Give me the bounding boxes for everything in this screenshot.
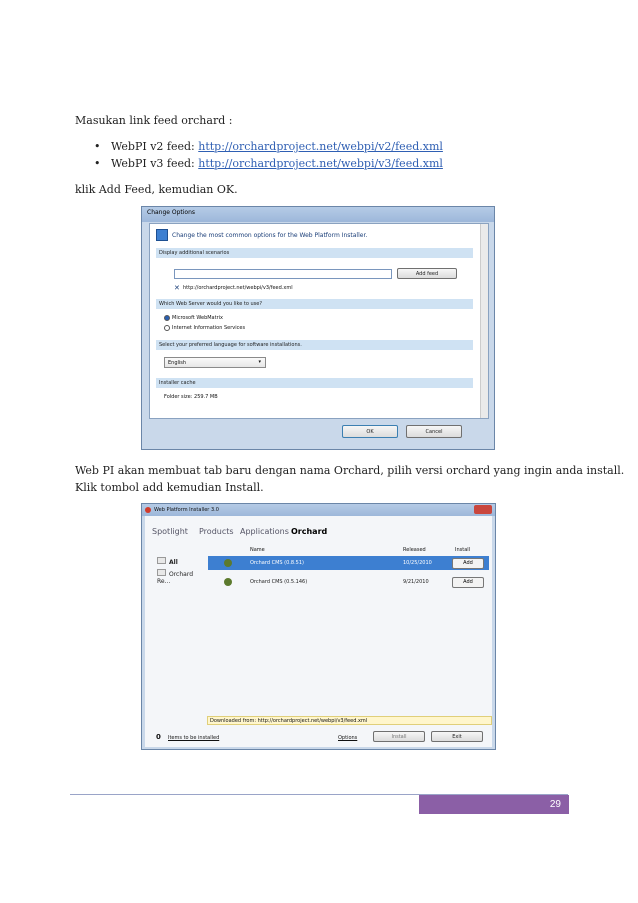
- tab-spotlight[interactable]: Spotlight: [152, 527, 188, 536]
- col-name: Name: [250, 547, 265, 553]
- radio-iis[interactable]: [164, 325, 170, 331]
- items-to-install-link[interactable]: Items to be installed: [168, 735, 220, 741]
- window-title: Web Platform Installer 3.0: [154, 507, 219, 513]
- settings-icon: [156, 229, 168, 241]
- feed-url-input[interactable]: [174, 269, 392, 279]
- feed-v2-link[interactable]: http://orchardproject.net/webpi/v2/feed.xml: [198, 140, 443, 153]
- row-name: Orchard CMS (0.8.51): [250, 560, 304, 566]
- table-row[interactable]: [208, 575, 489, 589]
- section-label: Select your preferred language for software installations.: [159, 342, 302, 348]
- para2-line1: Web PI akan membuat tab baru dengan nama Orchard, pilih versi orchard yang ingin anda install.: [75, 464, 625, 477]
- row-name: Orchard CMS (0.5.146): [250, 579, 308, 585]
- tab-orchard[interactable]: Orchard: [291, 527, 328, 536]
- row-released: 10/25/2010: [403, 560, 432, 566]
- dialog-header: Change the most common options for the Web Platform Installer.: [172, 232, 368, 239]
- sidebar-label: Orchard Re...: [157, 571, 194, 585]
- bullet-dot: •: [94, 157, 101, 170]
- title-bar: [142, 207, 494, 222]
- folder-size: Folder size: 259.7 MB: [164, 394, 218, 400]
- webpi-window: [141, 503, 496, 750]
- feed-v2-line: [111, 140, 443, 154]
- close-icon[interactable]: [474, 505, 492, 514]
- scrollbar[interactable]: [480, 224, 488, 418]
- dialog-title: Change Options: [147, 209, 196, 216]
- bullet-dot: •: [94, 140, 101, 153]
- section-webserver: [156, 299, 473, 309]
- row-released: 9/21/2010: [403, 579, 429, 585]
- section-language: [156, 340, 473, 350]
- table-row[interactable]: [208, 556, 489, 570]
- orchard-logo-icon: [224, 578, 232, 586]
- title-bar: [142, 504, 495, 516]
- intro-text: Masukan link feed orchard :: [75, 114, 233, 127]
- sidebar-label: All: [169, 559, 178, 566]
- chevron-down-icon: ▾: [258, 359, 261, 365]
- feed-v3-line: [111, 157, 443, 171]
- step-text: klik Add Feed, kemudian OK.: [75, 183, 238, 196]
- feed-v3-link[interactable]: http://orchardproject.net/webpi/v3/feed.xml: [198, 157, 443, 170]
- language-value: English: [168, 360, 187, 366]
- page-number-box: [419, 795, 569, 814]
- status-bar: [207, 716, 492, 725]
- section-scenarios: [156, 248, 473, 258]
- product-list: [145, 545, 492, 715]
- section-label: Installer cache: [159, 380, 196, 386]
- remove-feed-icon[interactable]: ✕: [174, 284, 180, 292]
- webpi-content: [145, 516, 492, 747]
- cancel-button[interactable]: Cancel: [406, 425, 462, 438]
- language-select[interactable]: [164, 357, 266, 368]
- radio-iis-label: Internet Information Services: [172, 325, 246, 331]
- install-count: 0: [156, 733, 161, 741]
- section-label: Which Web Server would you like to use?: [159, 301, 263, 307]
- tab-applications[interactable]: Applications: [240, 527, 289, 536]
- section-label: Display additional scenarios: [159, 250, 230, 256]
- feed-v3-label: WebPI v3 feed:: [111, 157, 199, 170]
- exit-button[interactable]: Exit: [431, 731, 483, 742]
- add-button[interactable]: Add: [452, 558, 484, 569]
- page-number: 29: [549, 799, 561, 810]
- section-cache: [156, 378, 473, 388]
- add-button[interactable]: Add: [452, 577, 484, 588]
- install-button[interactable]: Install: [373, 731, 425, 742]
- para2-line2: Klik tombol add kemudian Install.: [75, 481, 264, 494]
- radio-webmatrix[interactable]: [164, 315, 170, 321]
- feed-item: http://orchardproject.net/webpi/v3/feed.xml: [183, 285, 293, 291]
- ok-button[interactable]: OK: [342, 425, 398, 438]
- col-released: Released: [403, 547, 426, 553]
- radio-webmatrix-label: Microsoft WebMatrix: [172, 315, 223, 321]
- orchard-logo-icon: [224, 559, 232, 567]
- feed-v2-label: WebPI v2 feed:: [111, 140, 199, 153]
- dialog-body: [149, 223, 489, 419]
- tab-products[interactable]: Products: [199, 527, 234, 536]
- status-text: Downloaded from: http://orchardproject.net/webpi/v3/feed.xml: [210, 718, 368, 724]
- col-install: Install: [455, 547, 471, 553]
- change-options-dialog: [141, 206, 495, 450]
- app-icon: [145, 507, 151, 513]
- options-link[interactable]: Options: [338, 735, 358, 741]
- add-feed-button[interactable]: Add feed: [397, 268, 457, 279]
